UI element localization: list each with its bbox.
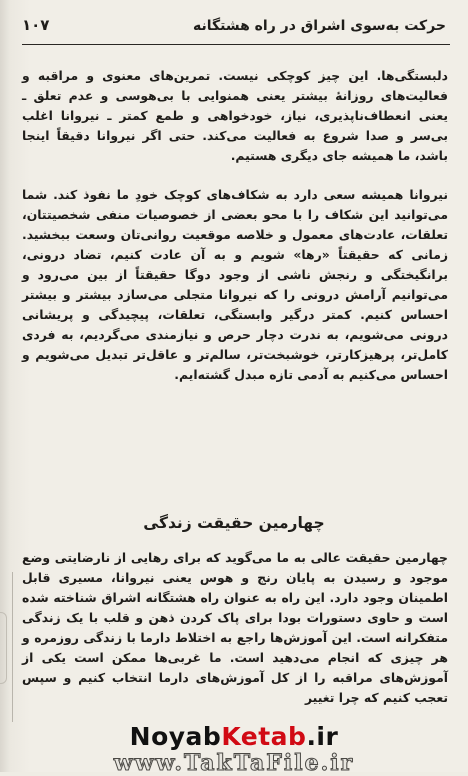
watermark-noyab: Noyab (129, 722, 222, 751)
section-paragraph (22, 548, 448, 708)
running-title: حرکت به‌سوی اشراق در راه هشتگانه (192, 18, 446, 34)
watermark-logo (0, 722, 468, 751)
header-divider (22, 44, 450, 45)
watermark (0, 722, 468, 776)
paragraph-text: دلبستگی‌ها. این چیز کوچکی نیست. تمرین‌های معنوی و مراقبه و فعالیت‌های روزانهٔ بیشتر یعنی همنوایی با بی‌هوسی و عدم تعلق ـ یعنی انعطاف‌ناپذیری، نیاز، خودخواهی و طمع کمتر ـ نیروانا اغلب بی‌سر و صدا شروع به فعالیت می‌کند. حتی اگر نیروانا دقیقاً اینجا باشد، ما همیشه جای دیگری هستیم. (22, 68, 448, 163)
body-paragraph-2 (22, 185, 448, 385)
page-number: ۱۰۷ (22, 16, 50, 34)
watermark-url: www.TakTaFile.ir (113, 750, 355, 776)
body-paragraph-1 (22, 66, 448, 166)
binding-shadow (0, 572, 13, 722)
section-heading: چهارمین حقیقت زندگی (143, 514, 325, 532)
watermark-ketab: Ketab (221, 722, 307, 751)
watermark-ir: .ir (306, 722, 339, 751)
paragraph-text: نیروانا همیشه سعی دارد به شکاف‌های کوچک خودِ ما نفوذ کند. شما می‌توانید این شکاف را با محو بعضی از خصوصیات منفی شخصیتتان، تعلقات، عادت‌های معمول و خلاصه موقعیت روانی‌تان وسعت ببخشید. زمانی که حقیقتاً «رها» شویم و به آن عادت کنیم، تضاد درونی، برانگیختگی و رنجش ناشی از وجود دوگا حقیقتاً از بین می‌رود و می‌توانیم آرامش درونی را که نیروانا متجلی می‌سازد بیشتر و بیشتر احساس کنیم. کمتر درگیر وابستگی، تعلقات، پیچیدگی و پریشانی درونی می‌شویم، به ندرت دچار حرص و نیازمندی می‌گردیم، به فردی کامل‌تر، پرهیزکارتر، خوشبخت‌تر، سالم‌تر و عاقل‌تر تبدیل می‌شویم و احساس می‌کنیم به آدمی تازه مبدل گشته‌ایم. (22, 187, 448, 382)
paragraph-text: چهارمین حقیقت عالی به ما می‌گوید که برای رهایی از نارضایتی وضع موجود و رسیدن به پایان رنج و هوس یعنی نیروانا، مسیری قابل اطمینان وجود دارد. این راه به عنوان راه هشتگانه اشراق شناخته شده است و حاوی دستورات بودا برای پاک کردن ذهن و قلب با یک زندگی متفکرانه است. این آموزش‌ها راجع به اختلاط دارما با زندگی روزمره و هر چیزی که انجام می‌دهید است. ما غربی‌ها ممکن است یکی از آموزش‌های مراقبه را از کل آموزش‌های دارما انتخاب کنیم و سپس تعجب کنیم که چرا تغییر (22, 550, 448, 705)
page-header (22, 12, 446, 42)
